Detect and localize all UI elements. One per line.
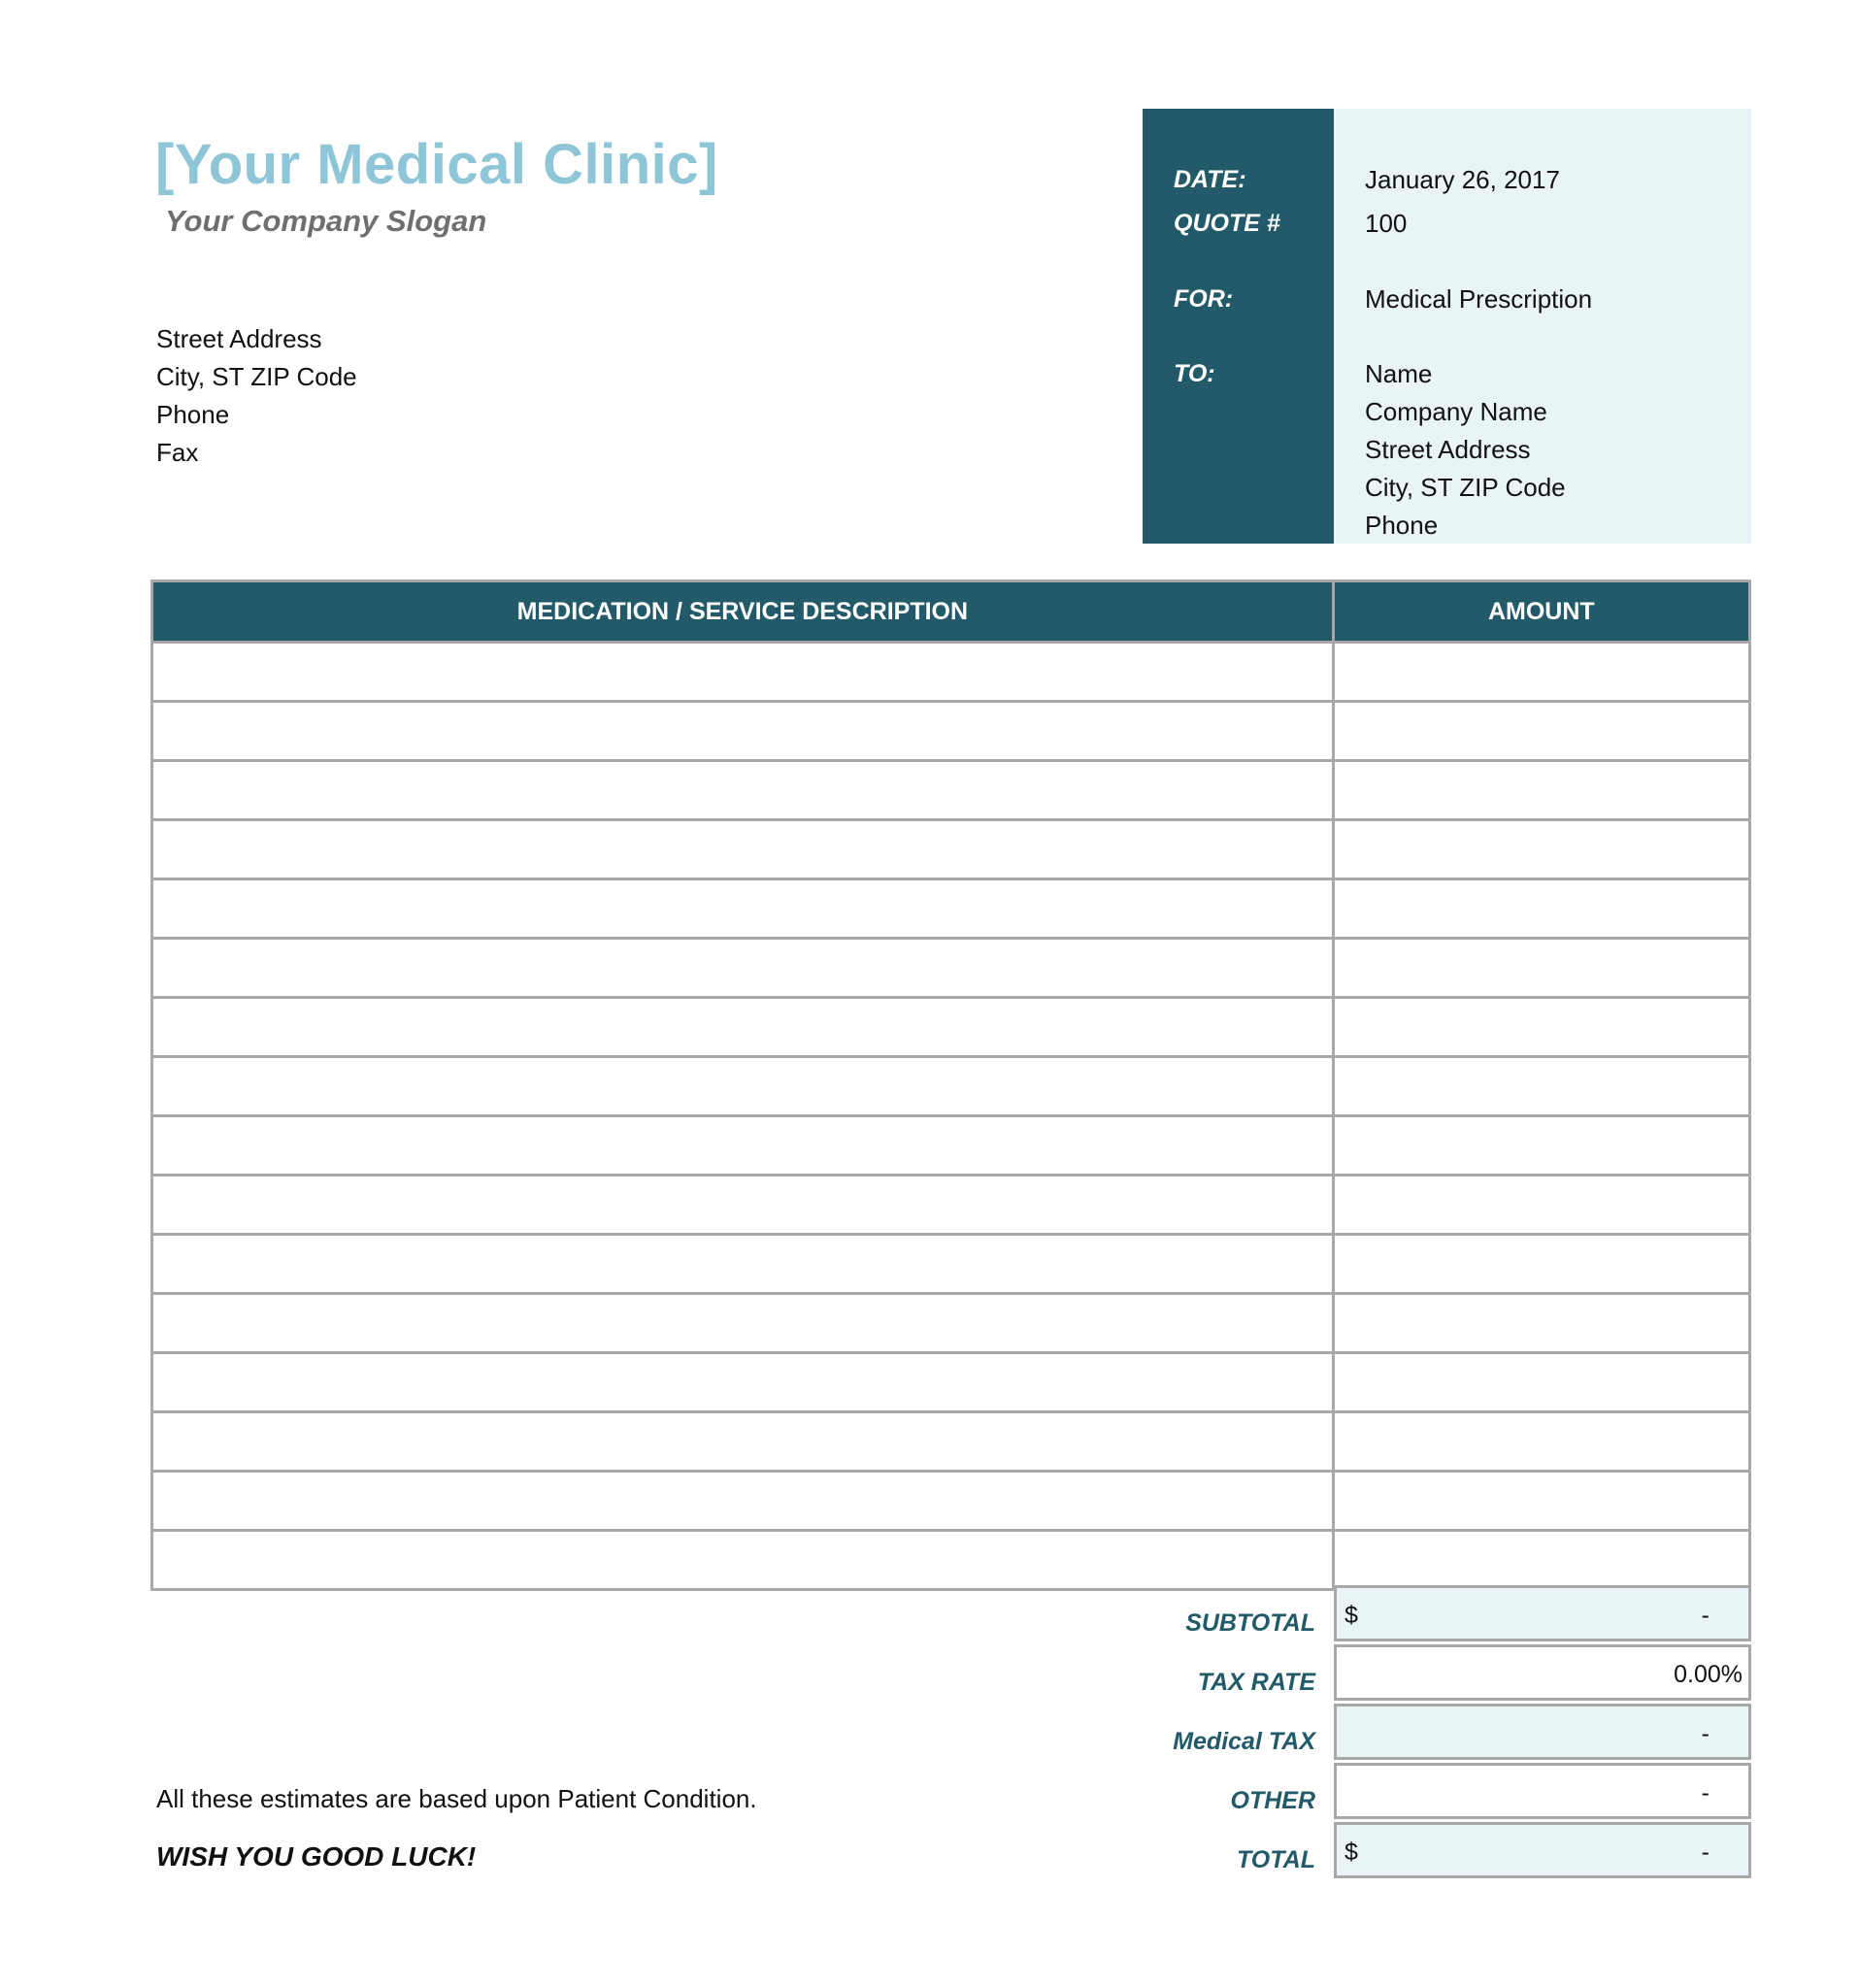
for-label: FOR:: [1174, 285, 1234, 313]
items-body: [152, 643, 1750, 1590]
description-cell[interactable]: [152, 1412, 1334, 1472]
amount-cell[interactable]: [1333, 1235, 1749, 1294]
table-row: [152, 1057, 1750, 1116]
table-row: [152, 1353, 1750, 1412]
description-cell[interactable]: [152, 1294, 1334, 1353]
items-table: [150, 580, 1751, 1591]
description-cell[interactable]: [152, 1353, 1334, 1412]
table-row: [152, 1412, 1750, 1472]
to-company: Company Name: [1365, 397, 1547, 426]
medical-tax-value: -: [1701, 1720, 1710, 1747]
description-column-header: MEDICATION / SERVICE DESCRIPTION: [152, 581, 1334, 643]
clinic-address: [156, 320, 357, 472]
company-slogan: Your Company Slogan: [165, 204, 487, 238]
subtotal-field[interactable]: [1334, 1585, 1751, 1641]
amount-cell[interactable]: [1333, 1472, 1749, 1531]
amount-cell[interactable]: [1333, 1531, 1749, 1590]
table-row: [152, 1176, 1750, 1235]
total-currency: $: [1344, 1839, 1358, 1866]
description-cell[interactable]: [152, 1116, 1334, 1176]
clinic-name: [Your Medical Clinic]: [155, 133, 718, 196]
to-label: TO:: [1174, 360, 1215, 387]
subtotal-value: -: [1701, 1602, 1710, 1629]
amount-cell[interactable]: [1333, 1412, 1749, 1472]
description-cell[interactable]: [152, 820, 1334, 879]
table-row: [152, 820, 1750, 879]
description-cell[interactable]: [152, 879, 1334, 939]
amount-cell[interactable]: [1333, 1116, 1749, 1176]
other-value: -: [1701, 1779, 1710, 1806]
table-row: [152, 1294, 1750, 1353]
description-cell[interactable]: [152, 1235, 1334, 1294]
description-cell[interactable]: [152, 761, 1334, 820]
table-row: [152, 1472, 1750, 1531]
amount-cell[interactable]: [1333, 820, 1749, 879]
amount-column-header: AMOUNT: [1333, 581, 1749, 643]
table-row: [152, 702, 1750, 761]
for-value: Medical Prescription: [1365, 284, 1593, 314]
tax-rate-label: TAX RATE: [1197, 1669, 1315, 1696]
table-row: [152, 1116, 1750, 1176]
table-row: [152, 1235, 1750, 1294]
amount-cell[interactable]: [1333, 939, 1749, 998]
description-cell[interactable]: [152, 1176, 1334, 1235]
clinic-phone: Phone: [156, 400, 230, 429]
date-value: January 26, 2017: [1365, 165, 1560, 194]
date-label: DATE:: [1174, 166, 1246, 193]
description-cell[interactable]: [152, 702, 1334, 761]
description-cell[interactable]: [152, 1057, 1334, 1116]
amount-cell[interactable]: [1333, 998, 1749, 1057]
quote-number-label: QUOTE #: [1174, 210, 1280, 237]
clinic-city: City, ST ZIP Code: [156, 362, 357, 391]
quote-number-value: 100: [1365, 209, 1408, 238]
table-row: [152, 1531, 1750, 1590]
amount-cell[interactable]: [1333, 1353, 1749, 1412]
amount-cell[interactable]: [1333, 1176, 1749, 1235]
to-city: City, ST ZIP Code: [1365, 473, 1566, 502]
subtotal-currency: $: [1344, 1602, 1358, 1629]
medical-tax-label: Medical TAX: [1173, 1728, 1315, 1755]
to-name: Name: [1365, 359, 1433, 388]
tax-rate-field[interactable]: [1334, 1644, 1751, 1701]
table-row: [152, 879, 1750, 939]
clinic-fax: Fax: [156, 438, 199, 467]
total-field[interactable]: [1334, 1822, 1751, 1878]
description-cell[interactable]: [152, 643, 1334, 702]
tax-rate-value: 0.00%: [1674, 1661, 1743, 1688]
table-row: [152, 939, 1750, 998]
amount-cell[interactable]: [1333, 879, 1749, 939]
other-label: OTHER: [1230, 1787, 1315, 1814]
description-cell[interactable]: [152, 998, 1334, 1057]
amount-cell[interactable]: [1333, 761, 1749, 820]
medical-tax-field[interactable]: [1334, 1704, 1751, 1760]
total-value: -: [1701, 1839, 1710, 1866]
subtotal-label: SUBTOTAL: [1185, 1609, 1315, 1637]
to-phone: Phone: [1365, 511, 1439, 540]
clinic-street: Street Address: [156, 324, 322, 353]
table-header-row: [152, 581, 1750, 643]
table-row: [152, 998, 1750, 1057]
table-row: [152, 643, 1750, 702]
total-label: TOTAL: [1236, 1846, 1315, 1873]
amount-cell[interactable]: [1333, 643, 1749, 702]
description-cell[interactable]: [152, 939, 1334, 998]
table-row: [152, 761, 1750, 820]
other-field[interactable]: [1334, 1763, 1751, 1819]
amount-cell[interactable]: [1333, 1294, 1749, 1353]
description-cell[interactable]: [152, 1531, 1334, 1590]
amount-cell[interactable]: [1333, 702, 1749, 761]
description-cell[interactable]: [152, 1472, 1334, 1531]
amount-cell[interactable]: [1333, 1057, 1749, 1116]
closing-message: WISH YOU GOOD LUCK!: [156, 1841, 477, 1872]
estimate-note: All these estimates are based upon Patient Condition.: [156, 1784, 757, 1813]
to-street: Street Address: [1365, 435, 1531, 464]
